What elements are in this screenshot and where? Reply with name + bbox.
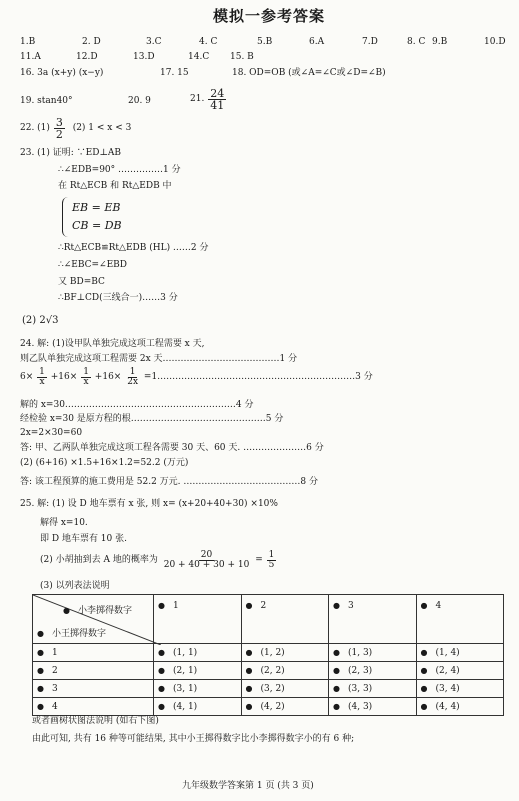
answer-22-part1-label: 22. (1) bbox=[20, 123, 50, 133]
equation-system bbox=[72, 199, 122, 235]
q23-line5: ∴∠EBC=∠EBD bbox=[58, 260, 127, 270]
table-row bbox=[33, 662, 504, 680]
q24-fraction-1-num: 1 bbox=[39, 367, 45, 377]
mc-answer: 3.C bbox=[146, 37, 162, 47]
q23-line2: ∴∠EDB=90° ……………1 分 bbox=[58, 165, 181, 175]
table-cell: ● (1, 2) bbox=[241, 644, 329, 662]
table-col-header: ● 2 bbox=[241, 595, 329, 644]
answer-21 bbox=[190, 88, 227, 111]
table-cell: ● (4, 4) bbox=[416, 698, 504, 716]
q24-line4: 解的 x=30…………………………………………………4 分 bbox=[20, 400, 254, 410]
table-cell: ● (3, 1) bbox=[154, 680, 242, 698]
q24-equation bbox=[20, 368, 373, 387]
q25-line6: 或者画树状图法说明 (如右下图) bbox=[32, 716, 159, 726]
corner-label-top: ● 小李掷得数字 bbox=[63, 603, 132, 616]
mc-answer: 12.D bbox=[76, 52, 98, 62]
table-row-header: ● 2 bbox=[33, 662, 154, 680]
answer-19: 19. stan40° bbox=[20, 96, 73, 106]
q24-fraction-2 bbox=[81, 368, 91, 387]
q25-line4: (2) 小胡抽到去 A 地的概率为 bbox=[40, 555, 158, 565]
mc-answer: 7.D bbox=[362, 37, 378, 47]
system-eq-1: EB = EB bbox=[72, 201, 121, 214]
table-row bbox=[33, 644, 504, 662]
answer-20: 20. 9 bbox=[128, 96, 151, 106]
mc-answer: 8. C bbox=[407, 37, 426, 47]
answer-22-denominator: 2 bbox=[55, 128, 63, 141]
mc-answer: 15. B bbox=[230, 52, 254, 62]
table-col-header: ● 4 bbox=[416, 595, 504, 644]
q24-fraction-2-num: 1 bbox=[83, 367, 89, 377]
table-cell: ● (2, 3) bbox=[329, 662, 417, 680]
mc-answer: 10.D bbox=[484, 37, 506, 47]
q24-fraction-3-den: 2x bbox=[127, 377, 139, 387]
answer-21-label: 21. bbox=[190, 94, 205, 104]
q24-line1: 24. 解: (1)设甲队单独完成这项工程需要 x 天, bbox=[20, 339, 205, 349]
table-cell: ● (3, 3) bbox=[329, 680, 417, 698]
page-title: 模拟一参考答案 bbox=[213, 7, 326, 25]
q23-part2: (2) 2√3 bbox=[22, 315, 59, 326]
q25-equals: = bbox=[255, 555, 263, 565]
outcome-table bbox=[32, 594, 504, 716]
answer-22-fraction bbox=[54, 117, 65, 140]
corner-label-bottom: ● 小王掷得数字 bbox=[37, 626, 106, 639]
q24-fraction-1-den: x bbox=[39, 377, 45, 387]
table-cell: ● (2, 4) bbox=[416, 662, 504, 680]
q24-line5: 经检验 x=30 是原方程的根………………………………………5 分 bbox=[20, 414, 284, 424]
table-cell: ● (1, 4) bbox=[416, 644, 504, 662]
q24-line2: 则乙队单独完成这项工程需要 2x 天…………………………………1 分 bbox=[20, 354, 298, 364]
table-cell: ● (3, 4) bbox=[416, 680, 504, 698]
q25-fraction-1-den: 20 + 40 + 30 + 10 bbox=[163, 560, 250, 570]
answer-22 bbox=[20, 117, 131, 140]
q24-line6: 2x=2×30=60 bbox=[20, 428, 83, 438]
table-col-header: ● 3 bbox=[329, 595, 417, 644]
q24-line8: (2) (6+16) ×1.5+16×1.2=52.2 (万元) bbox=[20, 458, 189, 468]
table-cell: ● (1, 3) bbox=[329, 644, 417, 662]
mc-answer: 5.B bbox=[257, 37, 273, 47]
q23-line6: 又 BD=BC bbox=[58, 277, 105, 287]
q25-line7: 由此可知, 共有 16 种等可能结果, 其中小王掷得数字比小李掷得数字小的有 6 种; bbox=[32, 734, 355, 744]
q25-line3: 即 D 地车票有 10 张. bbox=[40, 534, 127, 544]
mc-answer: 1.B bbox=[20, 37, 36, 47]
answer-21-numerator: 24 bbox=[210, 87, 225, 100]
q23-line1: 23. (1) 证明: ∵ED⊥AB bbox=[20, 148, 122, 158]
q24-fraction-3-num: 1 bbox=[129, 367, 136, 377]
table-cell: ● (4, 1) bbox=[154, 698, 242, 716]
q25-probability bbox=[40, 551, 277, 570]
table-cell: ● (1, 1) bbox=[154, 644, 242, 662]
table-row bbox=[33, 680, 504, 698]
q23-line7: ∴BF⊥CD(三线合一)……3 分 bbox=[58, 293, 178, 303]
mc-answer: 11.A bbox=[20, 52, 41, 62]
q23-line3: 在 Rt△ECB 和 Rt△EDB 中 bbox=[58, 181, 172, 191]
q25-line2: 解得 x=10. bbox=[40, 518, 88, 528]
q24-eq-part-b: +16× bbox=[50, 372, 78, 382]
q24-line7: 答: 甲、乙两队单独完成这项工程各需要 30 天、60 天. …………………6 分 bbox=[20, 443, 324, 453]
table-corner-cell bbox=[33, 595, 154, 644]
q25-fraction-1 bbox=[162, 551, 252, 570]
q25-line1: 25. 解: (1) 设 D 地车票有 x 张, 则 x= (x+20+40+30) ×10% bbox=[20, 499, 278, 509]
q24-line9: 答: 该工程预算的施工费用是 52.2 万元. …………………………………8 分 bbox=[20, 477, 318, 487]
mc-answer: 9.B bbox=[432, 37, 448, 47]
equation-system-brace bbox=[62, 197, 69, 237]
q24-eq-part-d: =1…………………………………………………………3 分 bbox=[143, 372, 373, 382]
answer-18: 18. OD=OB (或∠A=∠C或∠D=∠B) bbox=[232, 68, 386, 78]
answer-22-part2: (2) 1 < x < 3 bbox=[72, 123, 132, 133]
q25-fraction-1-num: 20 bbox=[200, 550, 213, 560]
q25-line5: (3) 以列表法说明 bbox=[40, 581, 110, 591]
table-cell: ● (2, 1) bbox=[154, 662, 242, 680]
table-row bbox=[33, 698, 504, 716]
mc-answer: 6.A bbox=[309, 37, 325, 47]
answer-16: 16. 3a (x+y) (x−y) bbox=[20, 68, 104, 78]
q24-fraction-2-den: x bbox=[83, 377, 89, 387]
q24-fraction-3 bbox=[125, 368, 140, 387]
answer-22-numerator: 3 bbox=[55, 116, 63, 129]
system-eq-2: CB = DB bbox=[72, 219, 122, 232]
q25-fraction-2 bbox=[267, 551, 277, 570]
q24-fraction-1 bbox=[37, 368, 47, 387]
table-row-header: ● 3 bbox=[33, 680, 154, 698]
table-header-row bbox=[33, 595, 504, 644]
mc-answer: 2. D bbox=[82, 37, 101, 47]
table-row-header: ● 4 bbox=[33, 698, 154, 716]
mc-answer: 13.D bbox=[133, 52, 155, 62]
q24-eq-part-a: 6× bbox=[20, 372, 34, 382]
table-cell: ● (4, 2) bbox=[241, 698, 329, 716]
table-row-header: ● 1 bbox=[33, 644, 154, 662]
q24-eq-part-c: +16× bbox=[94, 372, 122, 382]
answer-21-denominator: 41 bbox=[210, 99, 225, 112]
mc-answer: 4. C bbox=[199, 37, 218, 47]
mc-answer: 14.C bbox=[188, 52, 210, 62]
table-cell: ● (3, 2) bbox=[241, 680, 329, 698]
table-cell: ● (2, 2) bbox=[241, 662, 329, 680]
table-cell: ● (4, 3) bbox=[329, 698, 417, 716]
q23-line4: ∴Rt△ECB≌Rt△EDB (HL) ……2 分 bbox=[58, 243, 209, 253]
q25-fraction-2-den: 5 bbox=[268, 560, 275, 570]
page-footer: 九年级数学答案第 1 页 (共 3 页) bbox=[182, 781, 314, 791]
answer-21-fraction bbox=[208, 88, 226, 111]
q25-fraction-2-num: 1 bbox=[268, 550, 275, 560]
table-col-header: ● 1 bbox=[154, 595, 242, 644]
answer-17: 17. 15 bbox=[160, 68, 189, 78]
